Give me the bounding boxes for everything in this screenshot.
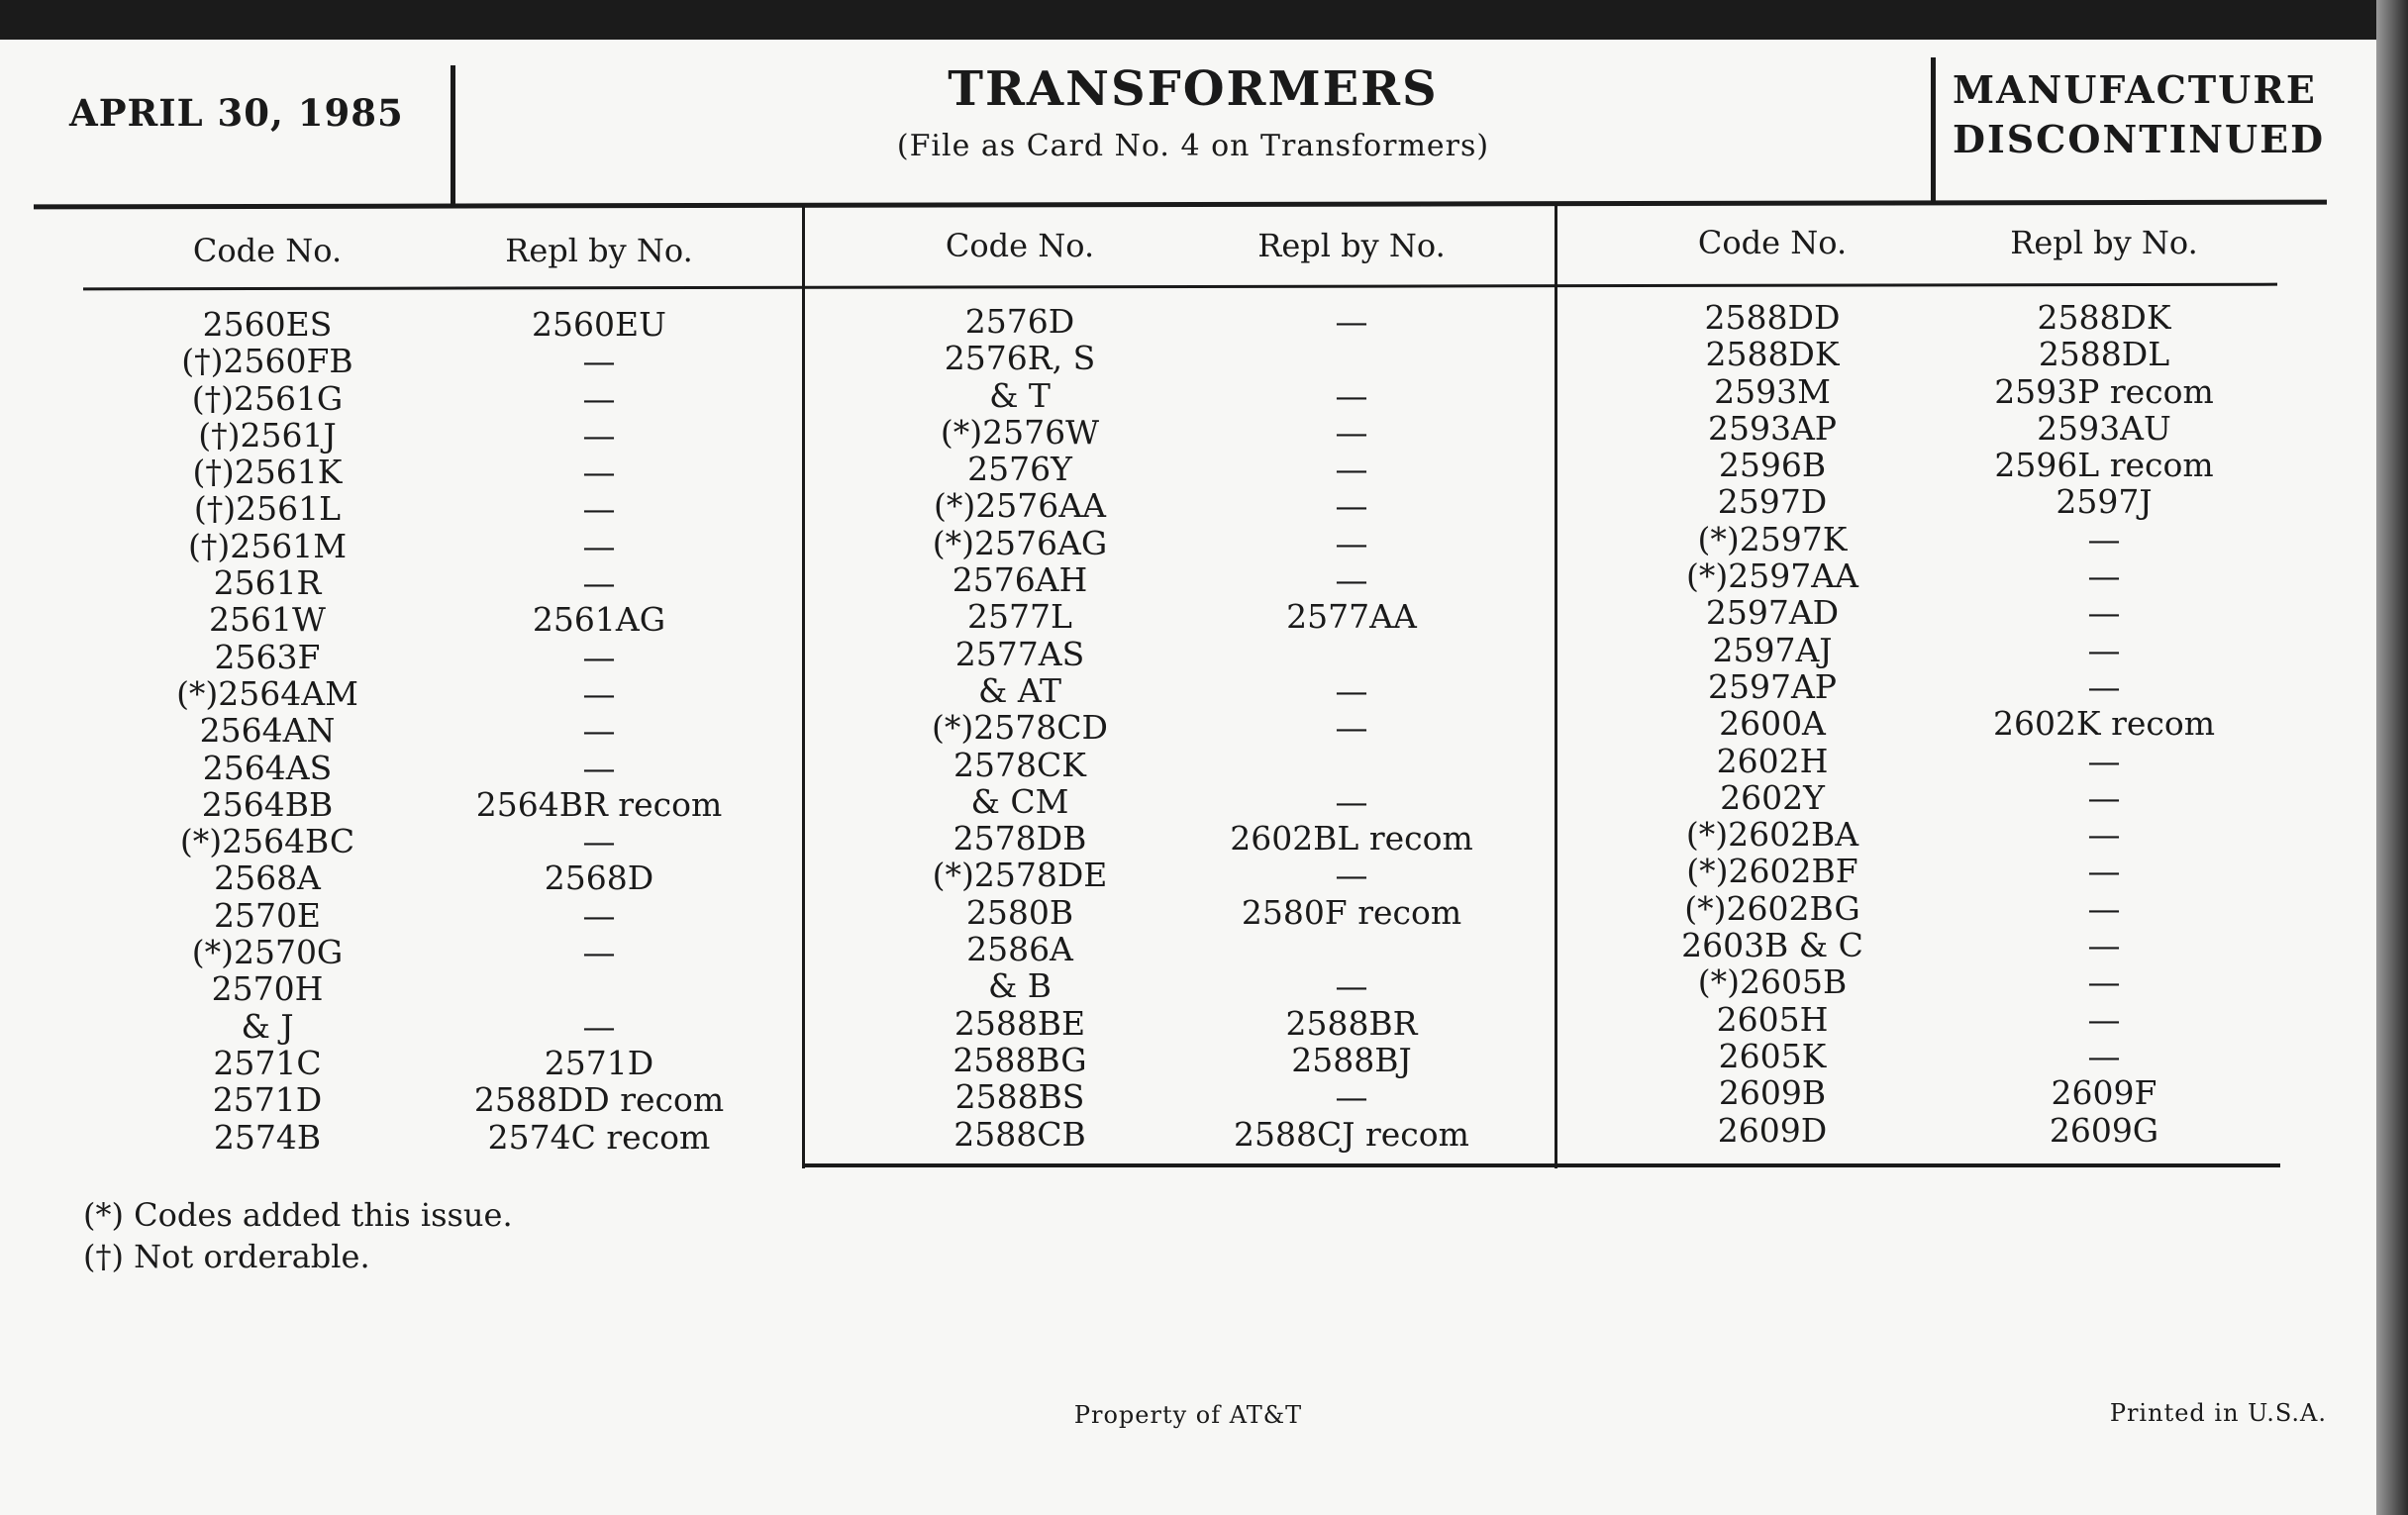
repl-cell: — xyxy=(1335,781,1368,821)
code-cell: 2597AD xyxy=(1705,593,1840,633)
repl-cell: — xyxy=(1335,856,1368,895)
repl-cell: 2574C recom xyxy=(487,1117,711,1157)
code-cell: 2603B & C xyxy=(1681,926,1863,965)
repl-cell: — xyxy=(2087,556,2121,596)
code-cell: 2593AP xyxy=(1707,408,1838,448)
code-cell: 2574B xyxy=(213,1117,322,1157)
section-1-repl-list xyxy=(460,306,738,1156)
repl-cell: 2596L recom xyxy=(1994,446,2214,485)
section-3-code-header: Code No. xyxy=(1697,224,1848,261)
code-cell: (†)2561K xyxy=(192,453,343,492)
code-cell: 2570E xyxy=(213,895,322,935)
code-cell: 2602Y xyxy=(1720,777,1825,817)
code-cell: (*)2576AA xyxy=(934,486,1106,526)
code-cell: 2576D xyxy=(964,302,1075,341)
code-cell: 2586A xyxy=(966,930,1073,969)
code-cell: (†)2560FB xyxy=(181,342,353,381)
repl-cell: 2588DL xyxy=(2038,335,2170,374)
repl-cell: — xyxy=(582,1006,616,1046)
repl-cell: 2564BR recom xyxy=(475,784,723,824)
code-cell: 2588CB xyxy=(953,1114,1086,1154)
repl-cell: — xyxy=(1335,375,1368,415)
repl-cell: — xyxy=(1335,1077,1368,1117)
repl-cell: 2561AG xyxy=(532,600,666,640)
repl-cell: — xyxy=(2087,999,2121,1039)
code-cell: 2564BB xyxy=(201,784,334,824)
code-cell: (*)2597AA xyxy=(1686,556,1858,596)
repl-cell: — xyxy=(2087,962,2121,1002)
code-cell: 2564AS xyxy=(202,748,333,787)
repl-cell: — xyxy=(1335,708,1368,748)
section-1-code-list xyxy=(129,306,406,1156)
code-cell: 2571C xyxy=(213,1043,322,1082)
repl-cell xyxy=(1213,931,1490,967)
code-cell: (†)2561L xyxy=(193,489,342,529)
code-cell: (*)2570G xyxy=(191,933,344,972)
code-cell: 2597AP xyxy=(1707,666,1838,706)
section-divider-1 xyxy=(802,205,805,1168)
code-cell: 2609D xyxy=(1717,1110,1828,1150)
section-3-repl-header: Repl by No. xyxy=(2010,224,2198,261)
repl-cell: — xyxy=(2087,815,2121,855)
repl-cell: — xyxy=(582,711,616,751)
code-cell: & T xyxy=(989,375,1051,415)
code-cell: 2578DB xyxy=(953,819,1087,858)
repl-cell: 2560EU xyxy=(532,305,666,344)
repl-cell: — xyxy=(582,895,616,935)
code-cell: 2577L xyxy=(967,597,1072,637)
code-cell: (†)2561J xyxy=(198,415,337,454)
repl-cell: — xyxy=(582,748,616,787)
section-2-code-list xyxy=(881,303,1158,1153)
repl-cell: — xyxy=(2087,926,2121,965)
table-bottom-rule xyxy=(802,1163,2280,1167)
issue-date: APRIL 30, 1985 xyxy=(69,91,404,135)
repl-cell: — xyxy=(2087,741,2121,780)
code-cell: 2588DD xyxy=(1704,298,1841,337)
repl-cell: — xyxy=(582,378,616,418)
repl-cell: — xyxy=(582,489,616,529)
repl-cell: — xyxy=(1335,450,1368,489)
code-cell: 2597AJ xyxy=(1712,630,1833,669)
repl-cell: — xyxy=(2087,630,2121,669)
code-cell: 2576AH xyxy=(952,560,1088,600)
repl-cell: — xyxy=(1335,412,1368,452)
page-subtitle: (File as Card No. 4 on Transformers) xyxy=(896,129,1490,163)
repl-cell: — xyxy=(582,637,616,676)
section-1-repl-header: Repl by No. xyxy=(505,232,693,269)
code-cell: 2564AN xyxy=(199,711,336,751)
code-cell: 2561W xyxy=(209,600,326,640)
repl-cell: — xyxy=(582,342,616,381)
code-cell: 2570H xyxy=(211,969,324,1009)
status-line-2: DISCONTINUED xyxy=(1953,117,2326,161)
code-cell: 2588BG xyxy=(953,1040,1087,1079)
code-cell: (†)2561G xyxy=(191,378,344,418)
code-cell: 2576R, S xyxy=(944,339,1096,378)
code-cell: (*)2602BG xyxy=(1684,888,1860,928)
repl-cell: — xyxy=(1335,670,1368,710)
code-cell: (*)2576W xyxy=(940,412,1100,452)
code-cell: 2571D xyxy=(212,1080,323,1120)
repl-cell: — xyxy=(1335,486,1368,526)
page-title: TRANSFORMERS xyxy=(948,61,1439,117)
code-cell: 2578CK xyxy=(953,745,1086,784)
repl-cell: — xyxy=(1335,966,1368,1006)
status-label xyxy=(1953,65,2349,164)
repl-cell: — xyxy=(1335,523,1368,562)
code-cell: 2580B xyxy=(965,892,1074,932)
repl-cell: 2588DK xyxy=(2037,298,2171,337)
repl-cell: — xyxy=(582,563,616,603)
repl-cell: — xyxy=(2087,666,2121,706)
repl-cell: — xyxy=(2087,593,2121,633)
repl-cell: 2571D xyxy=(544,1043,654,1082)
repl-cell: 2588BR xyxy=(1285,1003,1418,1043)
code-cell: 2563F xyxy=(214,637,321,676)
repl-cell: 2580F recom xyxy=(1241,892,1462,932)
code-cell: (*)2578CD xyxy=(932,708,1108,748)
code-cell: 2609B xyxy=(1718,1073,1827,1113)
repl-cell: — xyxy=(582,673,616,713)
code-cell: 2561R xyxy=(213,563,322,603)
code-cell: 2600A xyxy=(1719,704,1826,744)
code-cell: 2602H xyxy=(1716,741,1829,780)
code-cell: (*)2602BF xyxy=(1686,852,1858,891)
footnote-not-orderable: (†) Not orderable. xyxy=(83,1238,370,1275)
code-cell: (†)2561M xyxy=(187,526,348,565)
status-line-1: MANUFACTURE xyxy=(1953,67,2317,112)
repl-cell xyxy=(1213,340,1490,376)
footnote-added: (*) Codes added this issue. xyxy=(83,1196,513,1234)
repl-cell: — xyxy=(2087,777,2121,817)
code-cell: (*)2602BA xyxy=(1685,815,1859,855)
repl-cell: — xyxy=(582,453,616,492)
footnotes xyxy=(83,1194,513,1277)
code-cell: 2577AS xyxy=(954,634,1085,673)
section-2-code-header: Code No. xyxy=(945,227,1095,264)
repl-cell: — xyxy=(1335,302,1368,341)
section-divider-2 xyxy=(1555,203,1557,1168)
header-divider-right xyxy=(1931,57,1936,201)
code-cell: & CM xyxy=(970,781,1069,821)
code-cell: 2568A xyxy=(214,858,321,898)
code-cell: & B xyxy=(987,966,1053,1006)
repl-cell: 2588CJ recom xyxy=(1234,1114,1469,1154)
code-cell: (*)2578DE xyxy=(932,856,1108,895)
repl-cell: — xyxy=(2087,1036,2121,1075)
code-cell: 2605K xyxy=(1718,1036,1827,1075)
printed-notice: Printed in U.S.A. xyxy=(2109,1399,2327,1427)
repl-cell xyxy=(460,970,738,1007)
repl-cell: 2602BL recom xyxy=(1230,819,1473,858)
repl-cell: 2609G xyxy=(2049,1110,2159,1150)
code-cell: (*)2605B xyxy=(1697,962,1848,1002)
section-3-repl-list xyxy=(1965,299,2243,1149)
repl-cell: — xyxy=(2087,852,2121,891)
repl-cell: — xyxy=(582,822,616,861)
repl-cell: — xyxy=(2087,888,2121,928)
repl-cell: 2593AU xyxy=(2037,408,2171,448)
code-cell: 2588DK xyxy=(1705,335,1840,374)
scan-edge xyxy=(2376,0,2408,1515)
code-cell: (*)2597K xyxy=(1697,519,1848,558)
code-cell: & J xyxy=(241,1006,294,1046)
code-cell: 2588BS xyxy=(954,1077,1085,1117)
repl-cell: 2593P recom xyxy=(1994,371,2214,411)
code-cell: 2597D xyxy=(1717,482,1828,522)
section-1-code-header: Code No. xyxy=(192,232,343,269)
code-cell: (*)2564AM xyxy=(176,673,358,713)
repl-cell: 2577AA xyxy=(1286,597,1417,637)
repl-cell: 2609F xyxy=(2051,1073,2157,1113)
code-cell: (*)2576AG xyxy=(932,523,1108,562)
code-cell: (*)2564BC xyxy=(179,822,355,861)
repl-cell: — xyxy=(582,415,616,454)
property-notice: Property of AT&T xyxy=(1073,1401,1303,1429)
code-cell: 2560ES xyxy=(202,305,333,344)
code-cell: 2596B xyxy=(1718,446,1827,485)
section-3-code-list xyxy=(1634,299,1911,1149)
section-2-repl-list xyxy=(1213,303,1490,1153)
code-cell: 2605H xyxy=(1716,999,1829,1039)
code-cell: 2593M xyxy=(1714,371,1831,411)
repl-cell: 2597J xyxy=(2056,482,2153,522)
repl-cell: 2588BJ xyxy=(1291,1040,1412,1079)
repl-cell xyxy=(1213,747,1490,783)
repl-cell: — xyxy=(1335,560,1368,600)
section-2-repl-header: Repl by No. xyxy=(1257,227,1446,264)
repl-cell: — xyxy=(2087,519,2121,558)
code-cell: 2576Y xyxy=(967,450,1072,489)
repl-cell: 2602K recom xyxy=(1992,704,2216,744)
code-cell: 2588BE xyxy=(953,1003,1086,1043)
repl-cell: — xyxy=(582,933,616,972)
repl-cell xyxy=(1213,636,1490,672)
code-cell: & AT xyxy=(978,670,1061,710)
repl-cell: 2588DD recom xyxy=(473,1080,725,1120)
repl-cell: 2568D xyxy=(544,858,654,898)
repl-cell: — xyxy=(582,526,616,565)
